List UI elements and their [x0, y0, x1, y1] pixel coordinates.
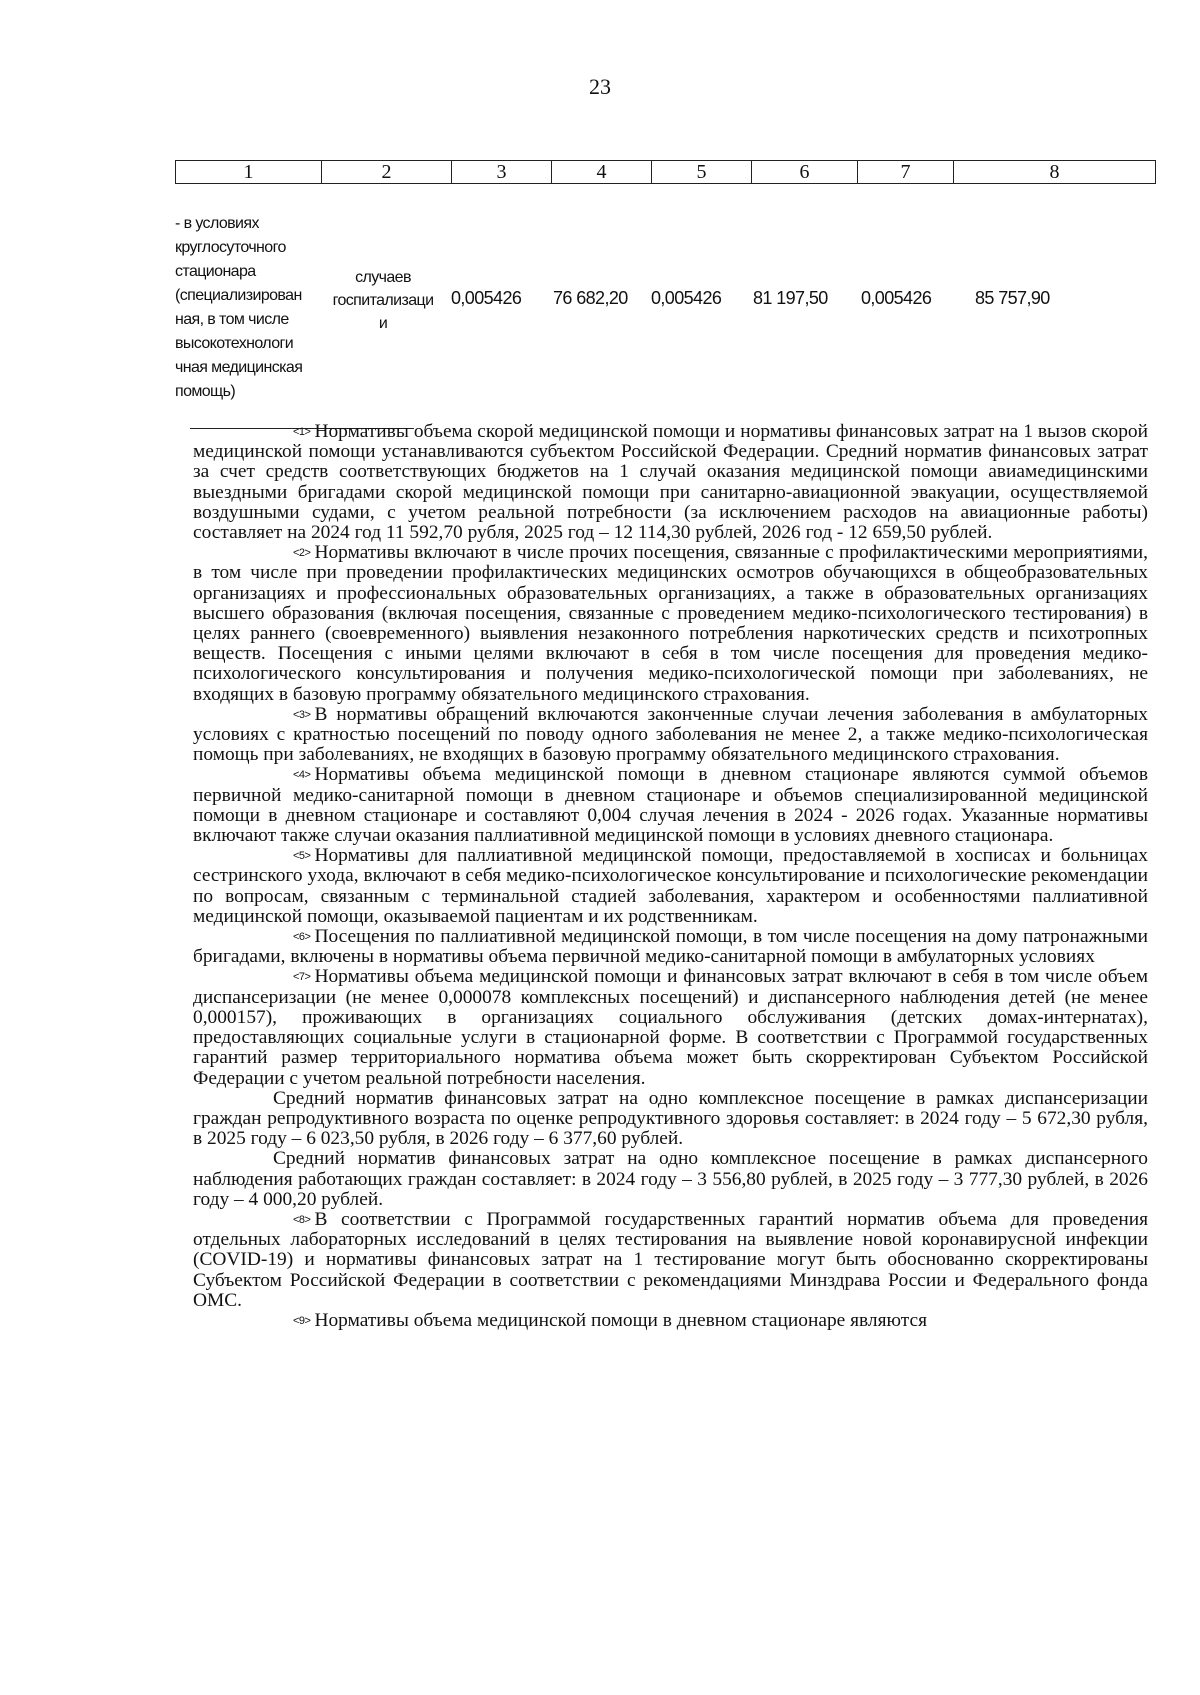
footnote-text: Нормативы объема медицинской помощи в дневном стационаре являются суммой объемов первичной медико-санитарной помощи в дневном стационаре и объемов специализированной медицинской помощи в дневном стационаре и составляют 0,004 случая лечения в 2024 - 2026 годах. Указанные нормативы включают также случаи оказания паллиативной медицинской помощи в условиях дневного стационара.: [193, 764, 1148, 847]
row-name-line: стационара: [175, 263, 256, 280]
column-number: 2: [322, 161, 452, 184]
footnotes: [193, 422, 1148, 1331]
page-number: 23: [589, 74, 611, 99]
footnote-2: [193, 543, 1148, 705]
footnote-text: Средний норматив финансовых затрат на одно комплексное посещение в рамках диспансерного наблюдения работающих граждан составляет: в 2024 году – 3 556,80 рублей, в 2025 году – 3 777,30 рублей, в 2026 году – 4 000,20 рублей.: [193, 1148, 1148, 1210]
footnote-mark: <4>: [293, 769, 311, 782]
footnote-mark: <3>: [293, 708, 311, 721]
norm-2024-cell: 0,005426: [451, 288, 522, 308]
footnote-3: [193, 705, 1148, 766]
column-number: 1: [176, 161, 322, 184]
footnote-text: В соответствии с Программой государственных гарантий норматив объема для проведения отдельных лабораторных исследований в целях тестирования на выявление новой коронавирусной инфекции (COVID-19) и нормативы финансовых затрат на 1 тестирование могут быть обоснованно скорректированы Субъектом Российской Федерации в соответствии с рекомендациями Минздрава России и Федерального фонда ОМС.: [193, 1208, 1148, 1311]
cost-2026-cell: 85 757,90: [975, 288, 1050, 308]
unit-line: и: [378, 315, 388, 332]
norm-2026-cell: 0,005426: [861, 288, 932, 308]
column-number: 4: [552, 161, 652, 184]
cost-2024-cell: 76 682,20: [553, 288, 628, 308]
unit-line: госпитализаци: [332, 292, 434, 309]
footnote-mark: <2>: [293, 547, 311, 560]
footnote-mark: <1>: [293, 426, 311, 438]
row-name-line: чная медицинская: [175, 359, 303, 376]
cost-2025-cell: 81 197,50: [753, 288, 828, 308]
column-number: 7: [858, 161, 954, 184]
footnote-7-paragraph-2: [193, 1089, 1148, 1150]
footnote-text: Нормативы объема медицинской помощи и финансовых затрат включают в себя в том числе объем диспансеризации (не менее 0,000078 комплексных посещений) и диспансерного наблюдения детей (не менее 0,000157), проживающих в организациях социального обслуживания (детских домах-интернатах), предоставляющих социальные услуги в стационарной форме. В соответствии с Программой государственных гарантий размер территориального норматива объема может быть скорректирован Субъектом Российской Федерации с учетом реальной потребности населения.: [193, 966, 1148, 1089]
footnote-mark: <8>: [293, 1213, 311, 1226]
footnote-mark: <7>: [293, 971, 311, 984]
footnote-text: Нормативы объема скорой медицинской помощи и нормативы финансовых затрат на 1 вызов скорой медицинской помощи устанавливаются субъектом Российской Федерации. Средний норматив финансовых затрат за счет средств соответствующих бюджетов на 1 случай оказания медицинской помощи авиамедицинскими выездными бригадами скорой медицинской помощи при санитарно-авиационной эвакуации, осуществляемой воздушными судами, с учетом реальной потребности (за исключением расходов на авиационные работы) составляет на 2024 год 11 592,70 рубля, 2025 год – 12 114,30 рублей, 2026 год - 12 659,50 рублей.: [193, 421, 1148, 544]
row-name-line: - в условиях: [175, 215, 259, 232]
footnote-text: В нормативы обращений включаются законченные случаи лечения заболевания в амбулаторных условиях с кратностью посещений по поводу одного заболевания не менее 2, а также медико-психологическая помощь при заболеваниях, не входящих в базовую программу обязательного медицинского страхования.: [193, 703, 1148, 766]
footnote-text: Посещения по паллиативной медицинской помощи, в том числе посещения на дому патронажными бригадами, включены в нормативы объема первичной медико-санитарной помощи в амбулаторных условиях: [193, 926, 1148, 968]
column-number-header: [175, 160, 1156, 184]
row-name-cell: [175, 212, 325, 404]
norm-2025-cell: 0,005426: [651, 288, 722, 308]
footnote-text: Средний норматив финансовых затрат на одно комплексное посещение в рамках диспансеризации граждан репродуктивного возраста по оценке репродуктивного здоровья составляет: в 2024 году – 5 672,30 рубля, в 2025 году – 6 023,50 рубля, в 2026 году – 6 377,60 рублей.: [193, 1087, 1148, 1150]
footnote-text: Нормативы для паллиативной медицинской помощи, предоставляемой в хосписах и больницах сестринского ухода, включают в себя медико-психологическое консультирование и психологические рекомендации по вопросам, связанным с терминальной стадией заболевания, характером и особенностями паллиативной медицинской помощи, оказываемой пациентам и их родственникам.: [193, 845, 1148, 927]
footnote-text: Нормативы объема медицинской помощи в дневном стационаре являются: [314, 1309, 927, 1331]
footnote-mark: <5>: [293, 850, 311, 863]
row-name-line: помощь): [175, 383, 236, 400]
unit-cell: [321, 266, 445, 335]
footnote-7: [193, 967, 1148, 1088]
footnote-7-paragraph-3: [193, 1149, 1148, 1210]
footnote-6: [193, 927, 1148, 967]
row-name-line: высокотехнологи: [175, 335, 294, 352]
unit-line: случаев: [355, 269, 411, 286]
footnote-mark: <9>: [293, 1314, 311, 1327]
footnote-1: [193, 422, 1148, 543]
footnote-text: Нормативы включают в числе прочих посещения, связанные с профилактическими мероприятиями, в том числе при проведении профилактических медицинских осмотров обучающихся в общеобразовательных организациях и профессиональных образовательных организациях, а также в образовательных организациях высшего образования (включая посещения, связанные с проведением медико-психологического тестирования) в целях раннего (своевременного) выявления незаконного потребления наркотических средств и психотропных веществ. Посещения с иными целями включают в себя в том числе посещения для проведения медико-психологического консультирования и получения медико-психологической помощи при заболеваниях, не входящих в базовую программу обязательного медицинского страхования.: [193, 542, 1148, 705]
footnote-mark: <6>: [293, 931, 311, 944]
row-name-line: (специализирован: [175, 287, 302, 304]
table-row: [175, 212, 1155, 400]
column-number: 5: [652, 161, 752, 184]
footnote-9: [193, 1311, 1148, 1331]
footnote-8: [193, 1210, 1148, 1311]
column-number: 6: [752, 161, 858, 184]
column-number: 8: [954, 161, 1156, 184]
column-number: 3: [452, 161, 552, 184]
footnote-4: [193, 765, 1148, 846]
row-name-line: ная, в том числе: [175, 311, 289, 328]
row-name-line: круглосуточного: [175, 239, 286, 256]
footnote-5: [193, 846, 1148, 927]
